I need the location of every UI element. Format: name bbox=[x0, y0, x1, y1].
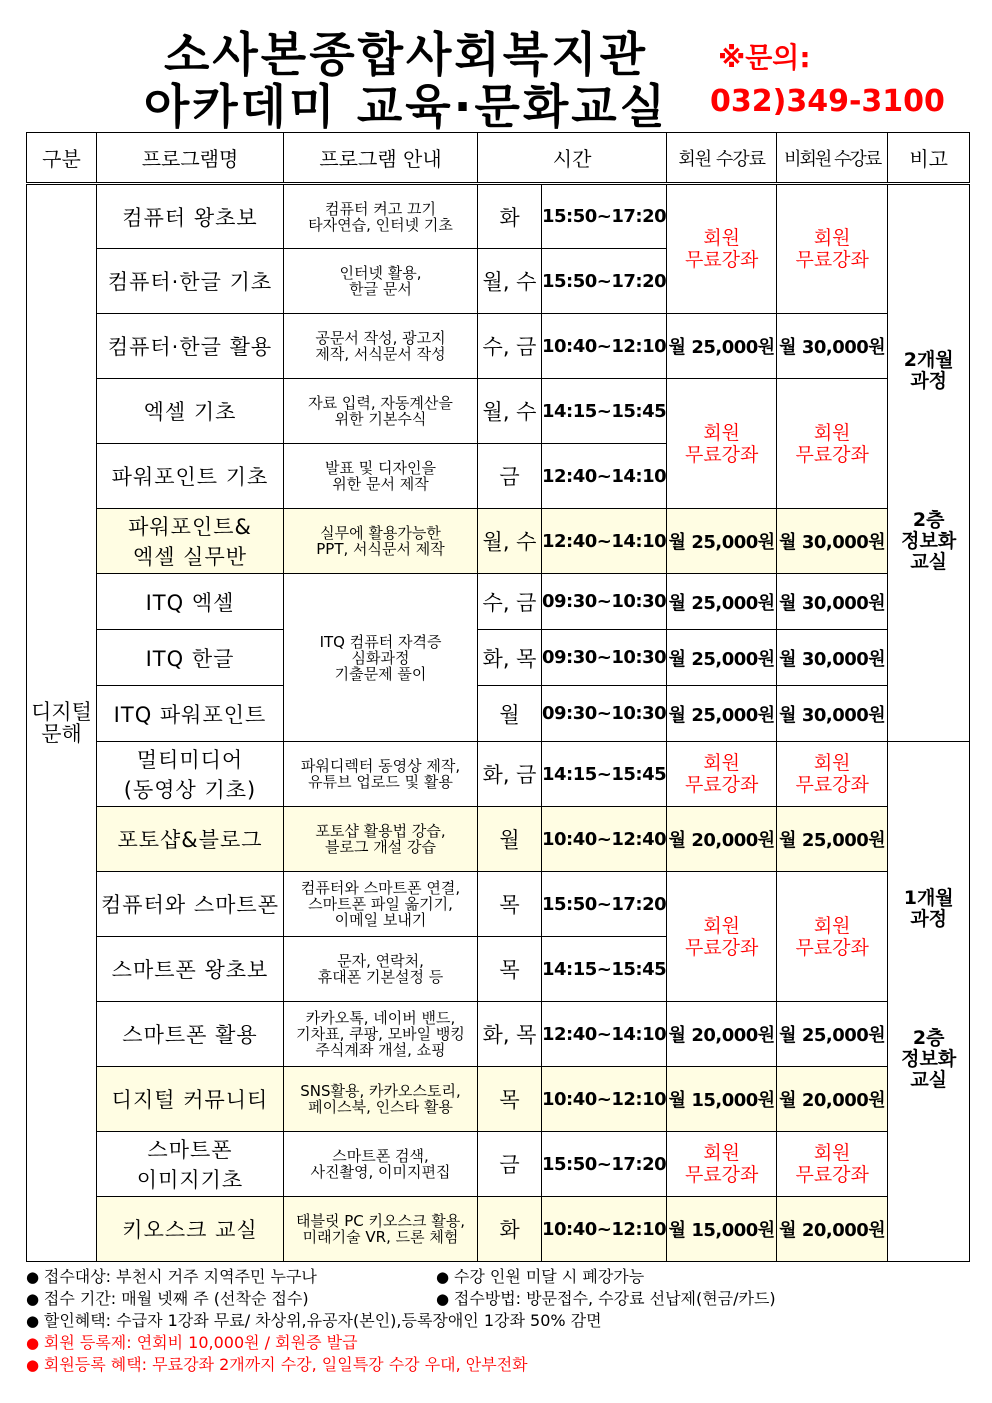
program-name: 스마트폰 왕초보 bbox=[97, 937, 284, 1002]
table-row bbox=[27, 686, 970, 742]
program-days: 월 bbox=[478, 807, 542, 872]
nonmember-fee-free: 회원 무료강좌 bbox=[777, 1132, 888, 1197]
note-line bbox=[26, 1332, 966, 1354]
nonmember-fee: 월 30,000원 bbox=[777, 509, 888, 574]
table-row bbox=[27, 379, 970, 444]
program-name: 멀티미디어 (동영상 기초) bbox=[97, 742, 284, 807]
program-days: 월, 수 bbox=[478, 509, 542, 574]
program-name: 엑셀 기초 bbox=[97, 379, 284, 444]
table-row bbox=[27, 574, 970, 630]
program-days: 목 bbox=[478, 1067, 542, 1132]
member-fee: 월 25,000원 bbox=[667, 574, 777, 630]
nonmember-fee: 월 20,000원 bbox=[777, 1067, 888, 1132]
program-days: 목 bbox=[478, 872, 542, 937]
program-name: 파워포인트 기초 bbox=[97, 444, 284, 509]
program-days: 수, 금 bbox=[478, 574, 542, 630]
table-row bbox=[27, 1132, 970, 1197]
note-text: 회원 등록제: 연회비 10,000원 / 회원증 발급 bbox=[43, 1333, 358, 1352]
program-name: 컴퓨터와 스마트폰 bbox=[97, 872, 284, 937]
member-fee-free: 회원 무료강좌 bbox=[667, 872, 777, 1002]
program-guide: 태블릿 PC 키오스크 활용, 미래기술 VR, 드론 체험 bbox=[284, 1197, 478, 1262]
table-row bbox=[27, 630, 970, 686]
program-time: 14:15~15:45 bbox=[542, 937, 667, 1002]
member-fee: 월 25,000원 bbox=[667, 314, 777, 379]
note-cell-1month bbox=[888, 742, 970, 1262]
inquiry-label: ※문의: bbox=[718, 41, 811, 74]
program-guide: 문자, 연락처, 휴대폰 기본설정 등 bbox=[284, 937, 478, 1002]
member-fee-free: 회원 무료강좌 bbox=[667, 379, 777, 509]
table-row bbox=[27, 1067, 970, 1132]
program-guide: 컴퓨터와 스마트폰 연결, 스마트폰 파일 옮기기, 이메일 보내기 bbox=[284, 872, 478, 937]
program-guide: ITQ 컴퓨터 자격증 심화과정 기출문제 풀이 bbox=[284, 574, 478, 742]
notes-section bbox=[26, 1266, 966, 1376]
program-days: 금 bbox=[478, 1132, 542, 1197]
header-program-name: 프로그램명 bbox=[97, 133, 284, 184]
table-row bbox=[27, 184, 970, 249]
program-time: 14:15~15:45 bbox=[542, 742, 667, 807]
member-fee: 월 25,000원 bbox=[667, 509, 777, 574]
program-days: 화 bbox=[478, 1197, 542, 1262]
program-guide: 실무에 활용가능한 PPT, 서식문서 제작 bbox=[284, 509, 478, 574]
program-days: 월 bbox=[478, 686, 542, 742]
note-text: 회원등록 혜택: 무료강좌 2개까지 수강, 일일특강 수강 우대, 안부전화 bbox=[43, 1355, 528, 1374]
note-text-secondary bbox=[436, 1266, 644, 1288]
program-days: 목 bbox=[478, 937, 542, 1002]
program-days: 수, 금 bbox=[478, 314, 542, 379]
program-name: 스마트폰 활용 bbox=[97, 1002, 284, 1067]
header-program-guide: 프로그램 안내 bbox=[284, 133, 478, 184]
program-guide: 컴퓨터 켜고 끄기 타자연습, 인터넷 기초 bbox=[284, 184, 478, 249]
note-1month: 1개월 과정 bbox=[903, 887, 954, 930]
program-guide: 포토샵 활용법 강습, 블로그 개설 강습 bbox=[284, 807, 478, 872]
inquiry-phone: 032)349-3100 bbox=[710, 84, 945, 119]
program-time: 10:40~12:40 bbox=[542, 807, 667, 872]
bullet-icon: ● bbox=[26, 1268, 44, 1286]
program-guide: 스마트폰 검색, 사진촬영, 이미지편집 bbox=[284, 1132, 478, 1197]
program-time: 15:50~17:20 bbox=[542, 1132, 667, 1197]
program-guide: 자료 입력, 자동계산을 위한 기본수식 bbox=[284, 379, 478, 444]
note-text-secondary bbox=[436, 1288, 776, 1310]
program-guide: SNS활용, 카카오스토리, 페이스북, 인스타 활용 bbox=[284, 1067, 478, 1132]
bullet-icon: ● bbox=[26, 1290, 44, 1308]
program-name: ITQ 파워포인트 bbox=[97, 686, 284, 742]
nonmember-fee: 월 30,000원 bbox=[777, 630, 888, 686]
program-time: 12:40~14:10 bbox=[542, 1002, 667, 1067]
program-name: ITQ 엑셀 bbox=[97, 574, 284, 630]
program-time: 15:50~17:20 bbox=[542, 184, 667, 249]
table-row bbox=[27, 872, 970, 937]
program-time: 10:40~12:10 bbox=[542, 1197, 667, 1262]
member-fee: 월 20,000원 bbox=[667, 1002, 777, 1067]
program-time: 14:15~15:45 bbox=[542, 379, 667, 444]
member-fee-free: 회원 무료강좌 bbox=[667, 184, 777, 314]
note-text: 접수 기간: 매월 넷째 주 (선착순 접수) bbox=[43, 1289, 309, 1308]
header-member-fee: 회원 수강료 bbox=[667, 133, 777, 184]
member-fee: 월 20,000원 bbox=[667, 807, 777, 872]
note-2month: 2개월 과정 bbox=[903, 349, 954, 392]
program-name: 디지털 커뮤니티 bbox=[97, 1067, 284, 1132]
note-room: 2층 정보화 교실 bbox=[901, 1027, 957, 1091]
note-cell-2month bbox=[888, 184, 970, 742]
bullet-icon: ● bbox=[436, 1268, 454, 1286]
program-name: 컴퓨터 왕초보 bbox=[97, 184, 284, 249]
table-row bbox=[27, 807, 970, 872]
nonmember-fee: 월 30,000원 bbox=[777, 314, 888, 379]
bullet-icon: ● bbox=[436, 1290, 454, 1308]
bullet-icon: ● bbox=[26, 1356, 44, 1374]
program-name: 키오스크 교실 bbox=[97, 1197, 284, 1262]
program-time: 15:50~17:20 bbox=[542, 249, 667, 314]
program-days: 월, 수 bbox=[478, 249, 542, 314]
program-name: 포토샵&블로그 bbox=[97, 807, 284, 872]
member-fee: 월 25,000원 bbox=[667, 686, 777, 742]
program-guide: 공문서 작성, 광고지 제작, 서식문서 작성 bbox=[284, 314, 478, 379]
note-room: 2층 정보화 교실 bbox=[901, 509, 957, 573]
program-time: 10:40~12:10 bbox=[542, 314, 667, 379]
nonmember-fee-free: 회원 무료강좌 bbox=[777, 742, 888, 807]
header-note: 비고 bbox=[888, 133, 970, 184]
program-time: 12:40~14:10 bbox=[542, 509, 667, 574]
table-row bbox=[27, 314, 970, 379]
nonmember-fee-free: 회원 무료강좌 bbox=[777, 184, 888, 314]
table-row bbox=[27, 1002, 970, 1067]
program-time: 09:30~10:30 bbox=[542, 630, 667, 686]
nonmember-fee-free: 회원 무료강좌 bbox=[777, 379, 888, 509]
program-days: 금 bbox=[478, 444, 542, 509]
program-days: 화, 목 bbox=[478, 1002, 542, 1067]
member-fee-free: 회원 무료강좌 bbox=[667, 1132, 777, 1197]
note-text-2: 수강 인원 미달 시 폐강가능 bbox=[453, 1267, 645, 1286]
program-guide: 카카오톡, 네이버 밴드, 기차표, 쿠팡, 모바일 뱅킹 주식계좌 개설, 쇼핑 bbox=[284, 1002, 478, 1067]
program-days: 월, 수 bbox=[478, 379, 542, 444]
program-name: 스마트폰 이미지기초 bbox=[97, 1132, 284, 1197]
program-time: 12:40~14:10 bbox=[542, 444, 667, 509]
table-header-row bbox=[27, 133, 970, 184]
header-time: 시간 bbox=[478, 133, 667, 184]
nonmember-fee: 월 30,000원 bbox=[777, 574, 888, 630]
bullet-icon: ● bbox=[26, 1334, 44, 1352]
note-line bbox=[26, 1310, 966, 1332]
nonmember-fee: 월 30,000원 bbox=[777, 686, 888, 742]
bullet-icon: ● bbox=[26, 1312, 44, 1330]
nonmember-fee: 월 25,000원 bbox=[777, 1002, 888, 1067]
title-line-2: 아카데미 교육·문화교실 bbox=[143, 80, 669, 135]
program-days: 화, 금 bbox=[478, 742, 542, 807]
table-row bbox=[27, 742, 970, 807]
category-cell: 디지털 문해 bbox=[27, 184, 97, 1262]
nonmember-fee: 월 25,000원 bbox=[777, 807, 888, 872]
header-category: 구분 bbox=[27, 133, 97, 184]
nonmember-fee: 월 20,000원 bbox=[777, 1197, 888, 1262]
note-line bbox=[26, 1288, 966, 1310]
table-row bbox=[27, 1197, 970, 1262]
title-line-1: 소사본종합사회복지관 bbox=[163, 28, 649, 83]
note-line bbox=[26, 1266, 966, 1288]
note-text: 접수대상: 부천시 거주 지역주민 누구나 bbox=[43, 1267, 317, 1286]
program-guide: 인터넷 활용, 한글 문서 bbox=[284, 249, 478, 314]
member-fee: 월 15,000원 bbox=[667, 1067, 777, 1132]
header-nonmember-fee: 비회원 수강료 bbox=[777, 133, 888, 184]
program-guide: 발표 및 디자인을 위한 문서 제작 bbox=[284, 444, 478, 509]
program-table bbox=[26, 132, 970, 1262]
program-name: 컴퓨터·한글 활용 bbox=[97, 314, 284, 379]
member-fee-free: 회원 무료강좌 bbox=[667, 742, 777, 807]
note-text-2: 접수방법: 방문접수, 수강료 선납제(현금/카드) bbox=[453, 1289, 776, 1308]
member-fee: 월 25,000원 bbox=[667, 630, 777, 686]
program-name: 파워포인트& 엑셀 실무반 bbox=[97, 509, 284, 574]
note-line bbox=[26, 1354, 966, 1376]
nonmember-fee-free: 회원 무료강좌 bbox=[777, 872, 888, 1002]
program-guide: 파워디렉터 동영상 제작, 유튜브 업로드 및 활용 bbox=[284, 742, 478, 807]
member-fee: 월 15,000원 bbox=[667, 1197, 777, 1262]
program-time: 15:50~17:20 bbox=[542, 872, 667, 937]
program-time: 09:30~10:30 bbox=[542, 686, 667, 742]
program-name: 컴퓨터·한글 기초 bbox=[97, 249, 284, 314]
program-days: 화, 목 bbox=[478, 630, 542, 686]
table-row bbox=[27, 509, 970, 574]
program-time: 09:30~10:30 bbox=[542, 574, 667, 630]
program-name: ITQ 한글 bbox=[97, 630, 284, 686]
note-text: 할인혜택: 수급자 1강좌 무료/ 차상위,유공자(본인),등록장애인 1강좌 50% 감면 bbox=[43, 1311, 602, 1330]
program-time: 10:40~12:10 bbox=[542, 1067, 667, 1132]
program-days: 화 bbox=[478, 184, 542, 249]
